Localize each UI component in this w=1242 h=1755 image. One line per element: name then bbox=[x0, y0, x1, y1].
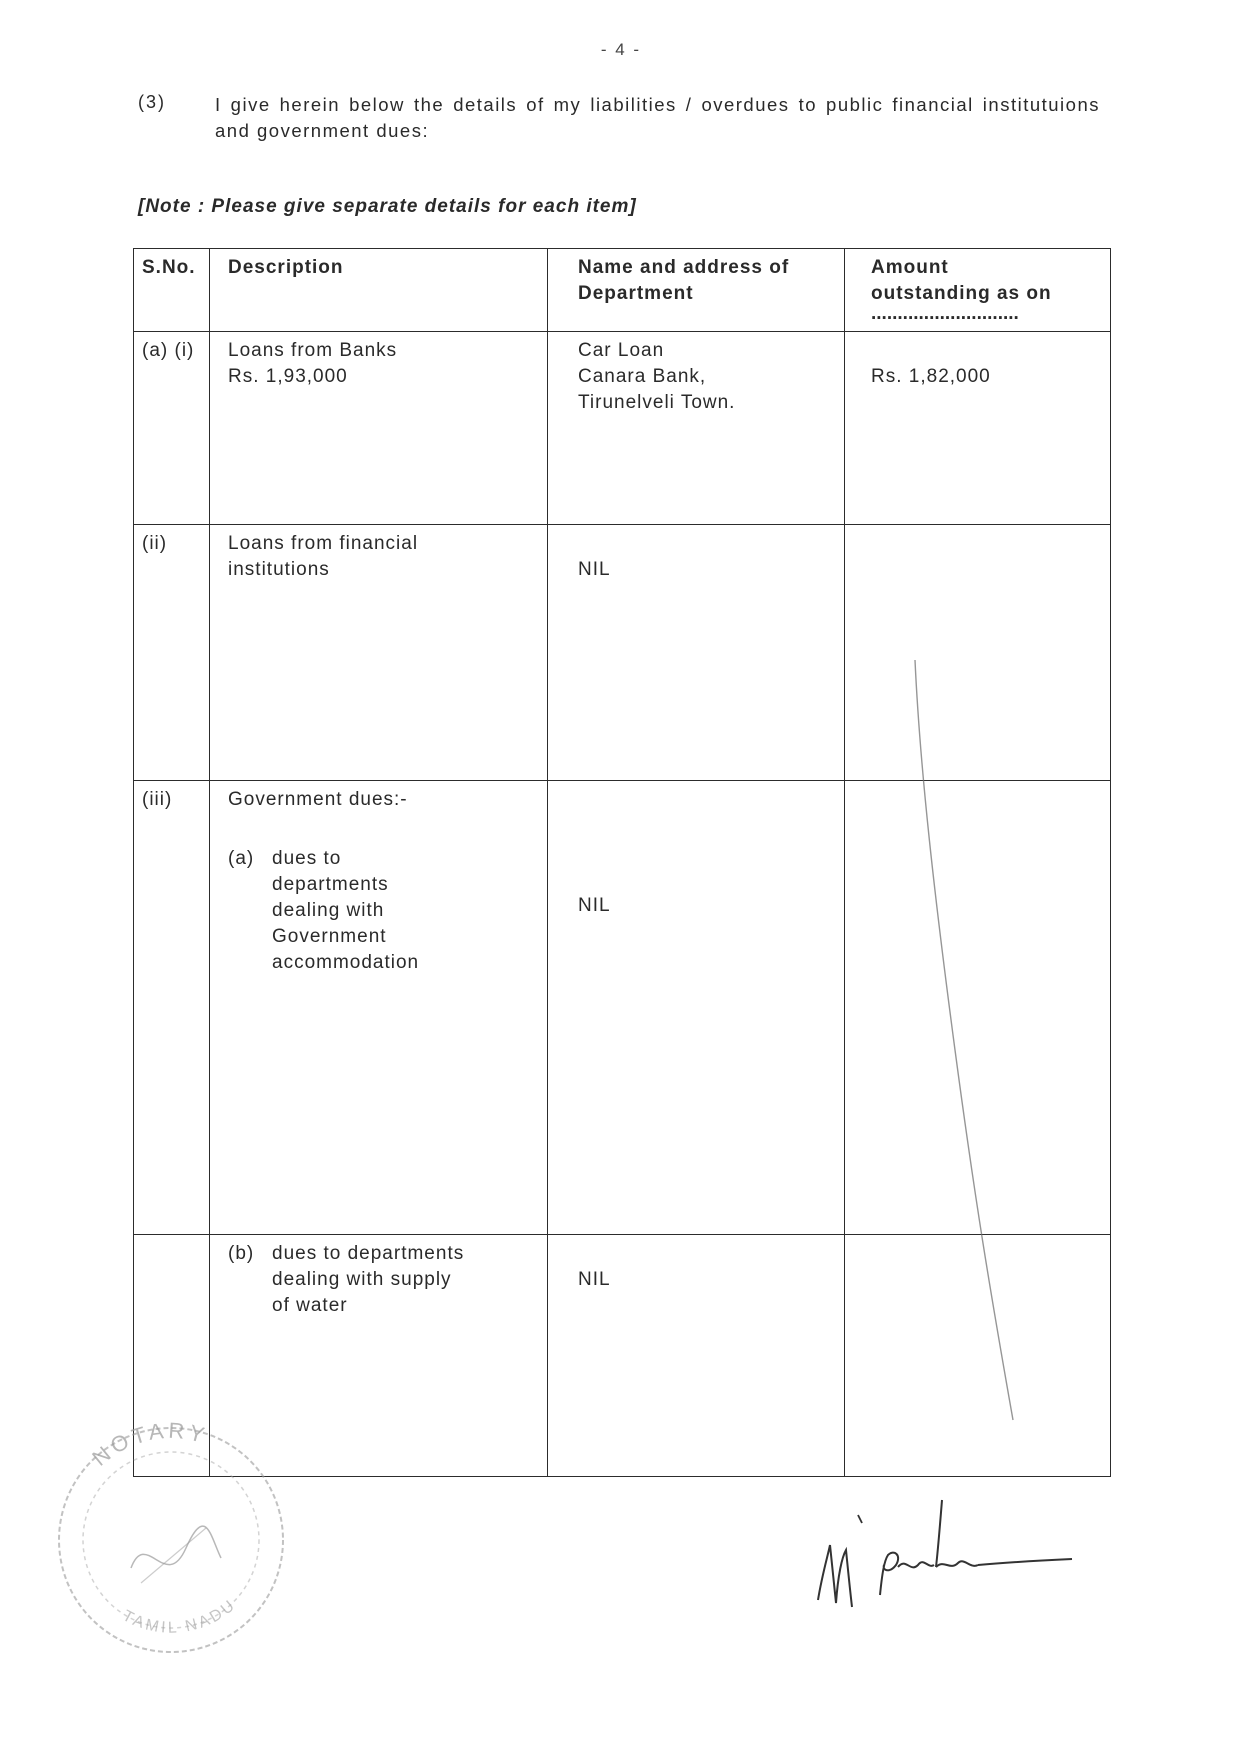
header-amount bbox=[845, 249, 1110, 324]
row-description bbox=[210, 781, 547, 976]
sub-item-label: (b) bbox=[228, 1243, 255, 1264]
paragraph-number: (3) bbox=[138, 92, 166, 112]
header-name-address: Name and address of Department bbox=[578, 257, 790, 304]
pen-stroke bbox=[895, 650, 1025, 1430]
sub-item-text: dues to departments dealing with Government accommodation bbox=[272, 848, 420, 973]
row-name-address: NIL bbox=[578, 559, 611, 580]
row-name-address: NIL bbox=[578, 1269, 611, 1290]
row-name-address: NIL bbox=[578, 895, 611, 916]
stamp-text-top: NOTARY bbox=[87, 1418, 211, 1471]
row-amount: Rs. 1,82,000 bbox=[871, 366, 991, 387]
row-description bbox=[210, 332, 547, 390]
row-description: Loans from financial institutions bbox=[228, 533, 419, 580]
row-name-address bbox=[548, 332, 844, 416]
row-sno: (iii) bbox=[142, 789, 173, 810]
page-number: - 4 - bbox=[600, 40, 642, 59]
header-description: Description bbox=[228, 257, 344, 278]
signature bbox=[810, 1495, 1080, 1615]
row-amount bbox=[845, 525, 1110, 531]
svg-text:TAMIL NADU bbox=[120, 1596, 240, 1637]
stamp-text-bottom: TAMIL NADU bbox=[119, 1595, 240, 1637]
row-sno: (a) (i) bbox=[142, 340, 195, 361]
description-heading: Government dues:- bbox=[228, 789, 408, 810]
header-amount-line1: Amount bbox=[871, 257, 949, 278]
table-header-row bbox=[134, 249, 1111, 332]
svg-text:NOTARY bbox=[87, 1418, 210, 1471]
name-line: Car Loan bbox=[578, 340, 665, 361]
sub-item-label: (a) bbox=[228, 848, 255, 869]
name-line: Tirunelveli Town. bbox=[578, 392, 736, 413]
row-description bbox=[210, 1235, 547, 1319]
header-amount-line2: outstanding as on bbox=[871, 283, 1052, 304]
header-sno: S.No. bbox=[142, 257, 196, 278]
row-sno: (ii) bbox=[142, 533, 168, 554]
sub-item bbox=[228, 1241, 537, 1319]
table-row bbox=[134, 332, 1111, 525]
note-text: [Note : Please give separate details for each item] bbox=[138, 196, 637, 217]
description-line: Loans from Banks bbox=[228, 340, 398, 361]
paragraph-text: I give herein below the details of my liabilities / overdues to public financial institutuions and government dues: bbox=[215, 94, 1100, 141]
sub-item-text: dues to departments dealing with supply of water bbox=[272, 1243, 465, 1316]
row-sno bbox=[134, 1235, 209, 1241]
description-line: Rs. 1,93,000 bbox=[228, 366, 348, 387]
sub-item bbox=[228, 846, 537, 976]
name-line: Canara Bank, bbox=[578, 366, 707, 387]
header-amount-dots: ............................ bbox=[871, 303, 1019, 324]
notary-stamp bbox=[36, 1418, 306, 1658]
